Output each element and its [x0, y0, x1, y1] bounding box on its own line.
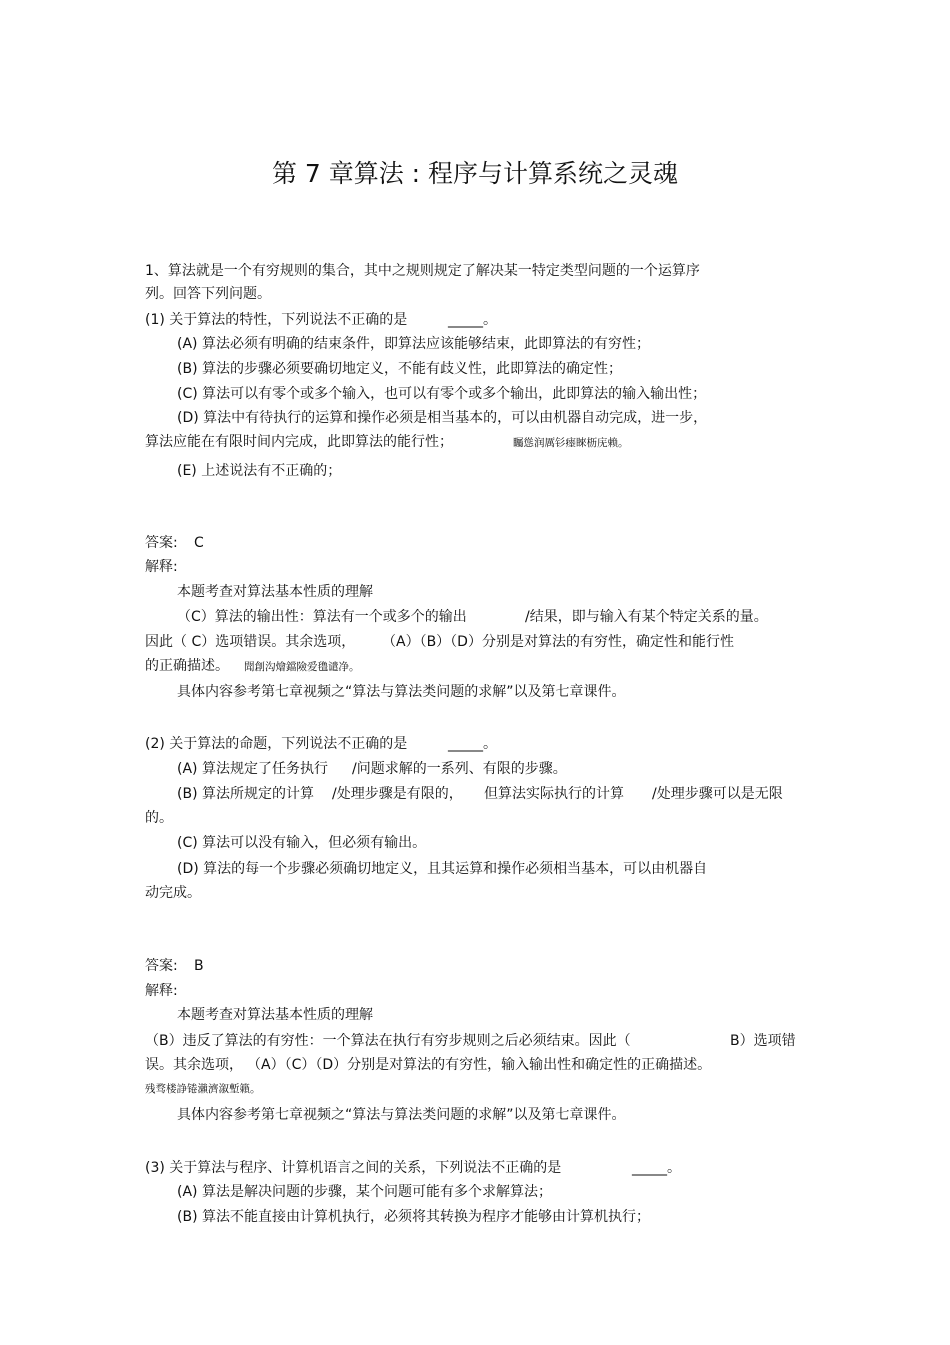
- q3-option-a: (A) 算法是解决问题的步骤，某个问题可能有多个求解算法；: [177, 1184, 552, 1200]
- q1-explain-line: 具体内容参考第七章视频之“算法与算法类问题的求解”以及第七章课件。: [177, 684, 626, 700]
- q1-option-a: (A) 算法必须有明确的结束条件，即算法应该能够结束，此即算法的有穷性；: [177, 336, 650, 352]
- q2-option-b: 但算法实际执行的计算: [484, 786, 624, 802]
- q2-option-b: (B) 算法所规定的计算: [177, 786, 314, 802]
- q1-option-c: (C) 算法可以有零个或多个输入，也可以有零个或多个输出，此即算法的输入输出性；: [177, 386, 707, 402]
- q1-stem: (1) 关于算法的特性，下列说法不正确的是: [145, 312, 408, 328]
- q2-explain-line: 误。其余选项，: [145, 1057, 243, 1073]
- q1-intro-line2: 列。回答下列问题。: [145, 286, 271, 302]
- q1-explain-line: 因此（ C）选项错误。其余选项，: [145, 634, 356, 650]
- q2-option-d-line2: 动完成。: [145, 885, 201, 901]
- q2-blank: _____。: [448, 736, 497, 752]
- q2-explain-label: 解释:: [145, 983, 178, 999]
- q3-option-b: (B) 算法不能直接由计算机执行，必须将其转换为程序才能够由计算机执行；: [177, 1209, 650, 1225]
- q1-option-d-line2: 算法应能在有限时间内完成，此即算法的能行性；: [145, 434, 453, 450]
- q2-option-a: (A) 算法规定了任务执行: [177, 761, 328, 777]
- q3-stem: (3) 关于算法与程序、计算机语言之间的关系，下列说法不正确的是: [145, 1160, 562, 1176]
- q2-option-b: /处理步骤是有限的，: [332, 786, 463, 802]
- q1-explain-label: 解释:: [145, 559, 178, 575]
- q1-explain-line: （C）算法的输出性：算法有一个或多个的输出: [177, 609, 467, 625]
- q2-explain-line: （B）违反了算法的有穷性：一个算法在执行有穷步规则之后必须结束。因此（: [145, 1033, 631, 1049]
- q1-option-e: (E) 上述说法有不正确的；: [177, 463, 342, 479]
- noise-text: 矚慫润厲钐瘗睞枥庑赖。: [513, 437, 629, 449]
- q1-explain-line: 本题考查对算法基本性质的理解: [177, 584, 373, 600]
- q1-explain-line: 的正确描述。: [145, 658, 229, 674]
- q1-answer-label: 答案:: [145, 535, 178, 551]
- q2-stem: (2) 关于算法的命题，下列说法不正确的是: [145, 736, 408, 752]
- q2-answer-label: 答案:: [145, 958, 178, 974]
- q2-explain-line: B）选项错: [730, 1033, 796, 1049]
- q3-blank: _____。: [632, 1160, 681, 1176]
- q2-option-b: /处理步骤可以是无限: [652, 786, 783, 802]
- q1-explain-line: （A）（B）（D）分别是对算法的有穷性，确定性和能行性: [382, 634, 734, 650]
- noise-text: 聞創沟燴鐺險爱氇谴净。: [244, 661, 360, 673]
- q2-explain-line: 本题考查对算法基本性质的理解: [177, 1007, 373, 1023]
- q1-blank: _____。: [448, 312, 497, 328]
- q1-option-b: (B) 算法的步骤必须要确切地定义，不能有歧义性，此即算法的确定性；: [177, 361, 622, 377]
- q2-explain-line: （A）（C）（D）分别是对算法的有穷性，输入输出性和确定性的正确描述。: [247, 1057, 712, 1073]
- q2-option-b: 的。: [145, 810, 173, 826]
- q1-answer-value: C: [194, 535, 204, 551]
- q2-option-a: /问题求解的一系列、有限的步骤。: [352, 761, 567, 777]
- q2-answer-value: B: [194, 958, 204, 974]
- q2-option-d-line1: (D) 算法的每一个步骤必须确切地定义，且其运算和操作必须相当基本，可以由机器自: [177, 861, 708, 877]
- noise-text: 残骛楼諍锩瀨濟溆塹籟。: [145, 1083, 261, 1095]
- q1-explain-line: /结果，即与输入有某个特定关系的量。: [525, 609, 768, 625]
- page-title: 第 7 章算法 : 程序与计算系统之灵魂: [271, 159, 679, 188]
- q2-option-c: (C) 算法可以没有输入，但必须有输出。: [177, 835, 427, 851]
- q1-option-d-line1: (D) 算法中有待执行的运算和操作必须是相当基本的，可以由机器自动完成，进一步，: [177, 410, 708, 426]
- q1-intro-line1: 1、算法就是一个有穷规则的集合，其中之规则规定了解决某一特定类型问题的一个运算序: [145, 263, 700, 279]
- q2-explain-line: 具体内容参考第七章视频之“算法与算法类问题的求解”以及第七章课件。: [177, 1107, 626, 1123]
